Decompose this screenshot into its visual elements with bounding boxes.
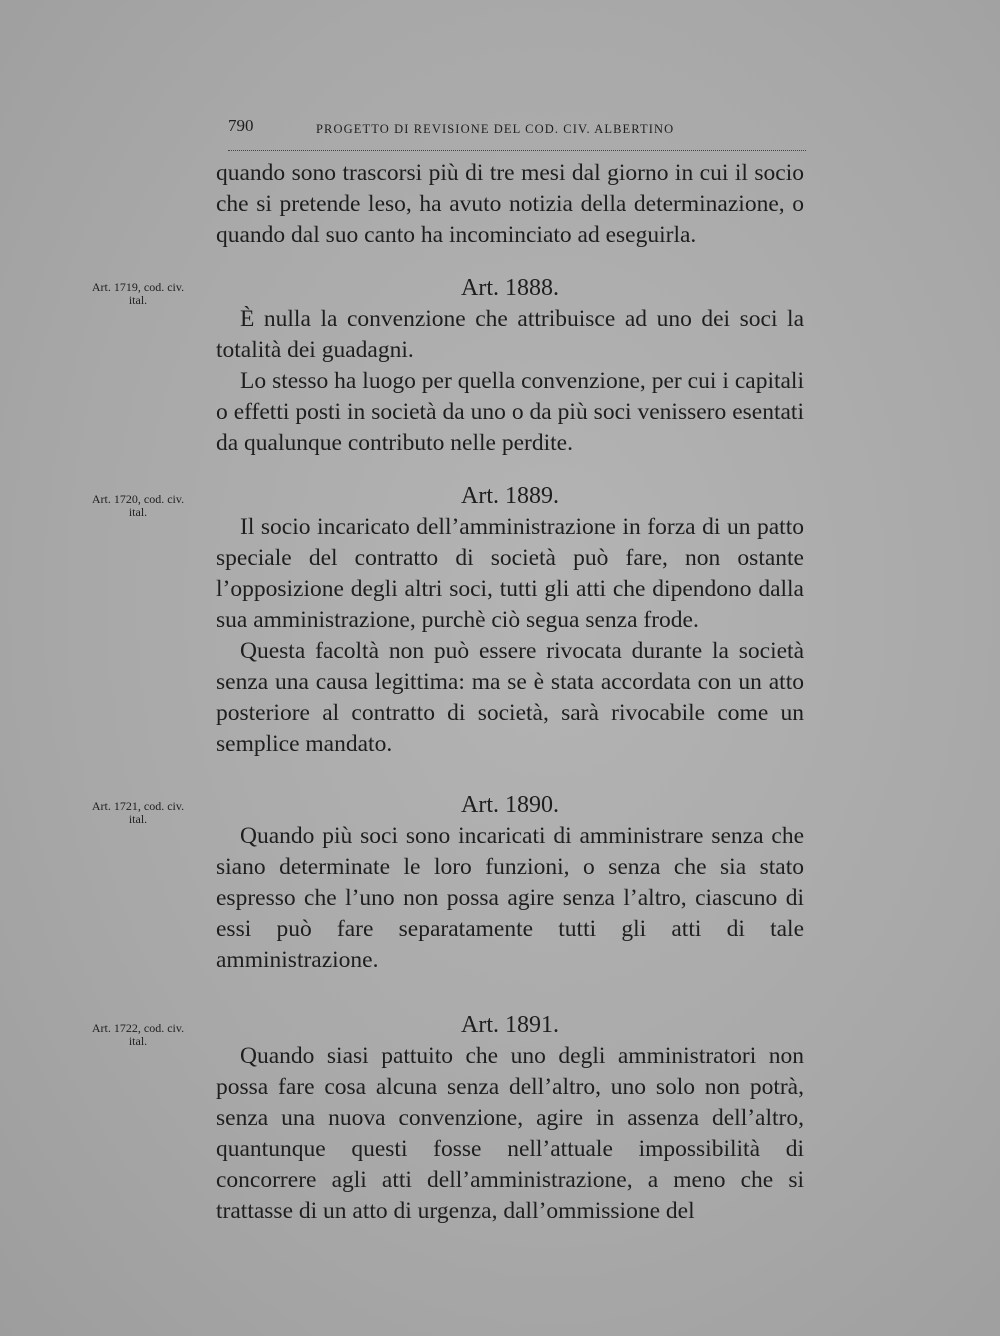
article-1889-paragraph-2: Questa facoltà non può essere rivocata durante la società senza una causa legittima: ma se è stata accordata con un atto posteriore al contratto di società, sarà rivocabile come un semplice mandato. (216, 638, 804, 757)
article-1890-paragraph-1: Quando più soci sono incaricati di amministrare senza che siano determinate le loro funzioni, o senza che sia stato espresso che l’uno non possa agire senza l’altro, ciascuno di essi può fare separatamente tutti gli atti di tale amministrazione. (216, 823, 804, 973)
header-rule (228, 150, 806, 151)
continued-paragraph: quando sono trascorsi più di tre mesi dal giorno in cui il socio che si pretende leso, ha avuto notizia della determinazione, o quando dal suo canto ha incominciato ad eseguirla. (216, 160, 804, 248)
article-1888-paragraph-2: Lo stesso ha luogo per quella convenzione, per cui i capitali o effetti posti in società da uno o da più soci venissero esentati da qualunque contributo nelle perdite. (216, 368, 804, 456)
article-heading-1889: Art. 1889. (461, 483, 559, 509)
article-1890 (91, 790, 804, 976)
page-number: 790 (228, 116, 254, 135)
page-header (228, 116, 806, 146)
article-1888-paragraph-1: È nulla la convenzione che attribuisce ad uno dei soci la totalità dei guadagni. (216, 306, 804, 363)
margin-note-1889: Art. 1720, cod. civ. ital. (91, 492, 185, 519)
article-1889 (91, 481, 804, 760)
article-heading-1891: Art. 1891. (461, 1012, 559, 1038)
margin-note-1890: Art. 1721, cod. civ. ital. (91, 799, 185, 826)
article-1891-paragraph-1: Quando siasi pattuito che uno degli amministratori non possa fare cosa alcuna senza dell’altro, uno solo non potrà, senza una nuova convenzione, agire in assenza dell’altro, quantunque questi fosse nell’attuale impossibilità di concorrere agli atti dell’amministrazione, a meno che si trattasse di un atto di urgenza, dall’ommissione del (216, 1043, 804, 1224)
margin-note-1888: Art. 1719, cod. civ. ital. (91, 280, 185, 307)
page-body (91, 158, 804, 1227)
article-heading-1888: Art. 1888. (461, 275, 559, 301)
article-1889-paragraph-1: Il socio incaricato dell’amministrazione in forza di un patto speciale del contratto di società può fare, non ostante l’opposizione degli altri soci, tutti gli atti che dipendono dalla sua amministrazione, purchè ciò segua senza frode. (216, 514, 804, 633)
running-title: PROGETTO DI REVISIONE DEL COD. CIV. ALBERTINO (316, 122, 675, 136)
article-heading-1890: Art. 1890. (461, 792, 559, 818)
article-1891 (91, 1010, 804, 1227)
article-1888 (91, 273, 804, 459)
margin-note-1891: Art. 1722, cod. civ. ital. (91, 1021, 185, 1048)
